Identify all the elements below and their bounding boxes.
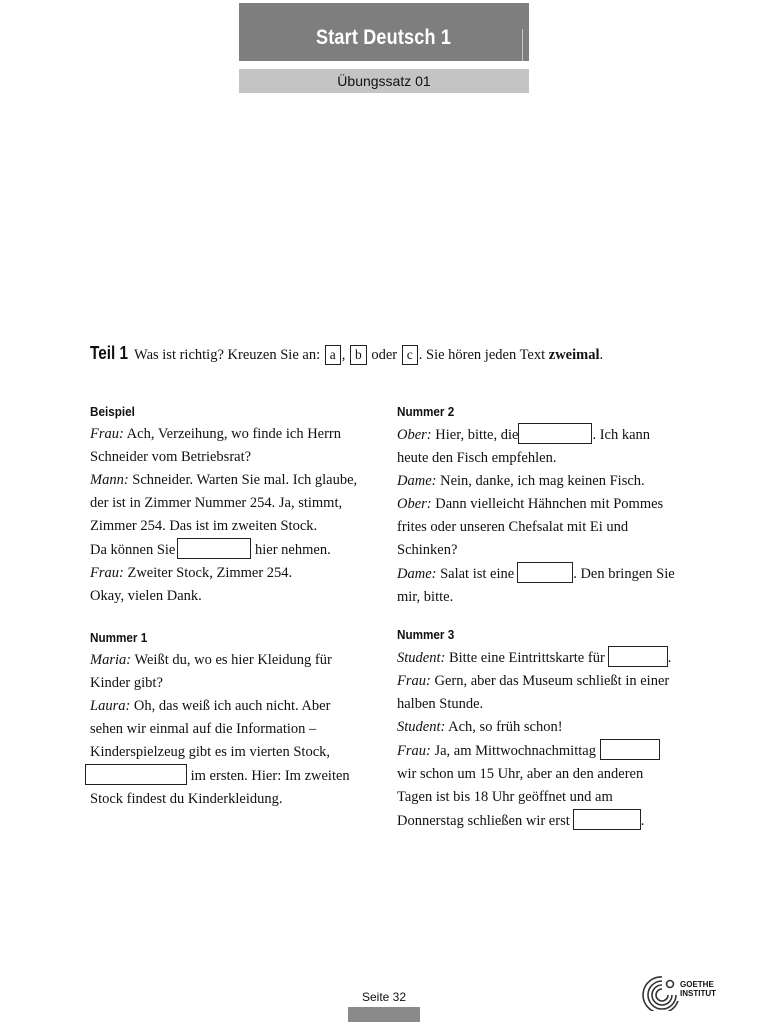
option-b-box: b	[350, 345, 367, 365]
dialog-line: der ist in Zimmer Nummer 254. Ja, stimmt,	[90, 495, 343, 511]
speaker: Ober:	[397, 427, 432, 443]
logo-line1: GOETHE	[680, 980, 714, 989]
dialog-line: sehen wir einmal auf die Information –	[90, 721, 317, 737]
line-text: Ach, so früh schon!	[445, 719, 563, 735]
dialog-line	[397, 646, 707, 670]
option-c-box: c	[402, 345, 418, 365]
dialog-line	[397, 493, 707, 516]
dialog-line: Tagen ist bis 18 Uhr geöffnet und am	[397, 789, 613, 805]
dialog-line: Schinken?	[397, 542, 458, 558]
speaker: Frau:	[397, 673, 431, 689]
left-column	[90, 400, 390, 811]
line-text: Da können Sie	[90, 542, 176, 558]
logo-line2: INSTITUT	[680, 989, 716, 998]
line-text: Ja, am Mittwochnachmittag	[430, 743, 596, 759]
teil-instruction	[90, 343, 603, 365]
logo-text	[680, 980, 716, 998]
dialog-line	[90, 469, 390, 492]
dialog-line	[90, 423, 390, 446]
dialog-line	[90, 764, 390, 788]
line-text: Gern, aber das Museum schließt in einer	[430, 673, 670, 689]
nummer2-heading: Nummer 2	[397, 404, 455, 419]
line-text: . Ich kann	[592, 427, 651, 443]
answer-blank[interactable]	[177, 538, 251, 559]
dialog-line	[397, 423, 707, 447]
speaker: Laura:	[90, 698, 131, 714]
answer-blank[interactable]	[600, 739, 660, 760]
teil-label: Teil 1	[90, 343, 128, 363]
dialog-line: frites oder unseren Chefsalat mit Ei und	[397, 519, 629, 535]
line-text: Salat ist eine	[436, 566, 515, 582]
answer-blank[interactable]	[518, 423, 592, 444]
line-text: Oh, das weiß ich auch nicht. Aber	[130, 698, 331, 714]
dialog-line	[90, 649, 390, 672]
speaker: Ober:	[397, 496, 432, 512]
nummer1-heading: Nummer 1	[90, 630, 148, 645]
answer-blank[interactable]	[573, 809, 641, 830]
line-text: Ach, Verzeihung, wo finde ich Herrn	[123, 426, 342, 442]
zweimal-text: zweimal	[548, 347, 600, 363]
speaker: Frau:	[90, 565, 124, 581]
speaker: Maria:	[90, 652, 132, 668]
subtitle-banner	[239, 69, 529, 93]
dialog-line	[397, 562, 707, 586]
dialog-line	[397, 809, 707, 833]
dialog-line: Zimmer 254. Das ist im zweiten Stock.	[90, 518, 318, 534]
answer-blank[interactable]	[517, 562, 573, 583]
footer-bar	[348, 1007, 420, 1022]
line-text: Hier, bitte, die	[431, 427, 519, 443]
title-banner	[239, 3, 529, 61]
dialog-line	[397, 470, 707, 493]
instruction-after: . Sie hören jeden Text	[418, 347, 549, 363]
answer-blank[interactable]	[85, 764, 187, 785]
speaker: Dame:	[397, 473, 437, 489]
dialog-line: mir, bitte.	[397, 589, 454, 605]
line-text: Bitte eine Eintrittskarte für	[445, 650, 605, 666]
dialog-line	[90, 695, 390, 718]
dialog-line: wir schon um 15 Uhr, aber an den anderen	[397, 766, 644, 782]
speaker: Student:	[397, 719, 446, 735]
line-text: .	[667, 650, 672, 666]
right-column	[397, 400, 707, 833]
line-text: Nein, danke, ich mag keinen Fisch.	[436, 473, 645, 489]
line-text: im ersten. Hier: Im zweiten	[187, 768, 350, 784]
answer-blank[interactable]	[608, 646, 668, 667]
line-text: Weißt du, wo es hier Kleidung für	[131, 652, 332, 668]
beispiel-heading: Beispiel	[90, 404, 135, 419]
page-subtitle: Übungssatz 01	[337, 73, 431, 89]
speaker: Student:	[397, 650, 446, 666]
dialog-line: halben Stunde.	[397, 696, 484, 712]
page-number: Seite 32	[361, 990, 407, 1004]
dialog-line: heute den Fisch empfehlen.	[397, 450, 557, 466]
comma: ,	[341, 347, 346, 363]
dialog-line: Schneider vom Betriebsrat?	[90, 449, 252, 465]
dialog-line	[397, 716, 707, 739]
dialog-line: Stock findest du Kinderkleidung.	[90, 791, 283, 807]
line-text: Zweiter Stock, Zimmer 254.	[123, 565, 293, 581]
dialog-line	[397, 739, 707, 763]
dialog-line: Kinderspielzeug gibt es im vierten Stock,	[90, 744, 331, 760]
instruction-text: Was ist richtig? Kreuzen Sie an:	[130, 347, 324, 363]
speaker: Frau:	[90, 426, 124, 442]
line-text: hier nehmen.	[251, 542, 331, 558]
line-text: Donnerstag schließen wir erst	[397, 813, 570, 829]
nummer3-heading: Nummer 3	[397, 627, 455, 642]
period: .	[599, 347, 604, 363]
dialog-line	[90, 538, 390, 562]
dialog-line	[90, 562, 390, 585]
speaker: Dame:	[397, 566, 437, 582]
line-text: Dann vielleicht Hähnchen mit Pommes	[431, 496, 664, 512]
dialog-line: Kinder gibt?	[90, 675, 163, 691]
line-text: Schneider. Warten Sie mal. Ich glaube,	[128, 472, 358, 488]
oder-text: oder	[367, 347, 401, 363]
speaker: Frau:	[397, 743, 431, 759]
option-a-box: a	[325, 345, 341, 365]
dialog-line	[397, 670, 707, 693]
speaker: Mann:	[90, 472, 129, 488]
page-title: Start Deutsch 1	[316, 26, 452, 49]
dialog-line: Okay, vielen Dank.	[90, 588, 202, 604]
line-text: .	[640, 813, 645, 829]
line-text: . Den bringen Sie	[573, 566, 675, 582]
